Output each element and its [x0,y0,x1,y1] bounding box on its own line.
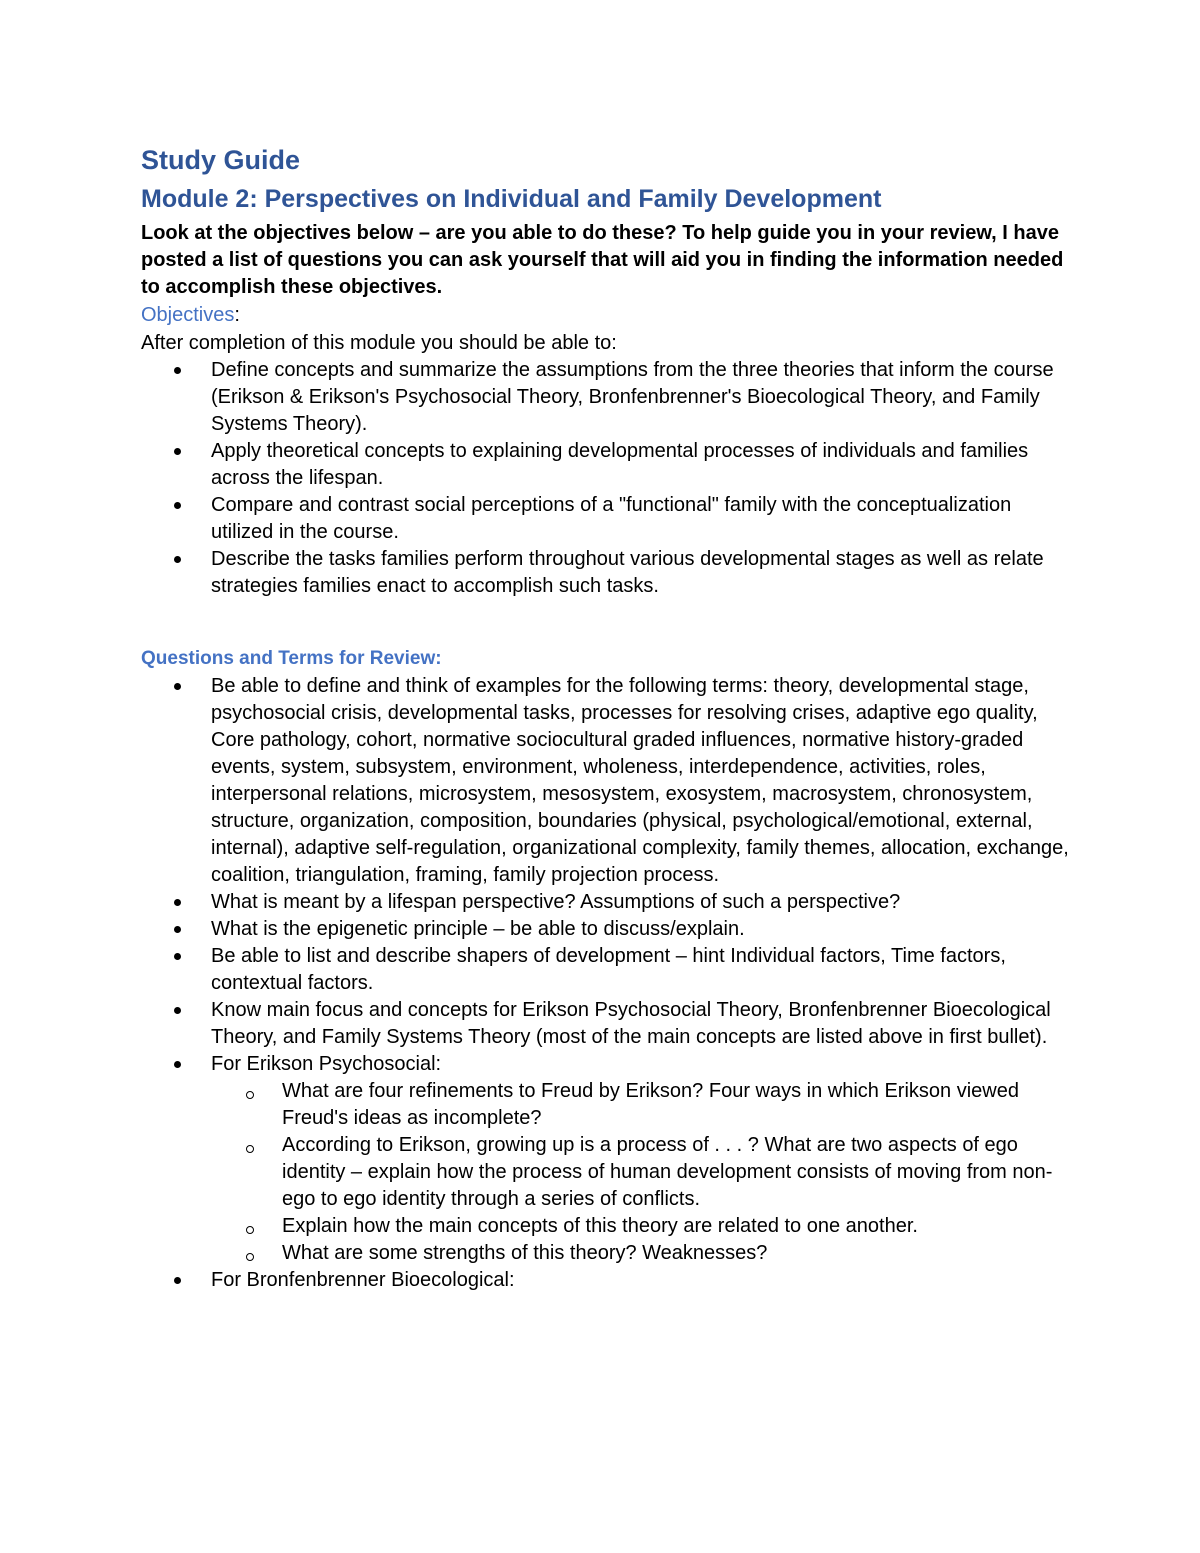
sub-list-item [141,1132,1071,1213]
list-item [141,916,1071,943]
list-item-text: For Bronfenbrenner Bioecological: [211,1269,515,1291]
sub-list-item [141,1240,1071,1267]
bullet-icon [174,367,181,374]
objectives-heading [141,301,1071,330]
sub-list-item [141,1078,1071,1132]
list-item [141,889,1071,916]
sub-list-item [141,1213,1071,1240]
module-subtitle: Module 2: Perspectives on Individual and Family Development [141,185,882,213]
list-item-text: Be able to list and describe shapers of development – hint Individual factors, Time factors, contextual factors. [211,945,1006,994]
bullet-icon [174,683,181,690]
list-item-text: Know main focus and concepts for Erikson Psychosocial Theory, Bronfenbrenner Bioecological Theory, and Family Systems Theory (most of the main concepts are listed above in first bullet). [211,999,1051,1048]
sub-list-item-text: What are four refinements to Freud by Erikson? Four ways in which Erikson viewed Freud's ideas as incomplete? [282,1080,1019,1129]
list-item-text: What is the epigenetic principle – be able to discuss/explain. [211,918,745,940]
sub-list-item-text: According to Erikson, growing up is a process of . . . ? What are two aspects of ego identity – explain how the process of human development consists of moving from non-ego to ego identity through a series of conflicts. [282,1134,1053,1210]
list-item-text: Describe the tasks families perform throughout various developmental stages as well as relate strategies families enact to accomplish such tasks. [211,548,1044,597]
bullet-icon [174,1007,181,1014]
review-list [141,673,1071,1294]
intro-paragraph: Look at the objectives below – are you able to do these? To help guide you in your review, I have posted a list of questions you can ask yourself that will aid you in finding the information needed to accomplish these objectives. [141,222,1064,298]
objectives-heading-colon: : [234,304,240,326]
list-item-text: For Erikson Psychosocial: [211,1053,442,1075]
circle-bullet-icon [246,1226,254,1234]
list-item-text: Compare and contrast social perceptions of a "functional" family with the conceptualization utilized in the course. [211,494,1012,543]
bullet-icon [174,953,181,960]
sub-list-item-text: What are some strengths of this theory? Weaknesses? [282,1242,768,1264]
list-item [141,943,1071,997]
list-item-text: Define concepts and summarize the assumptions from the three theories that inform the course (Erikson & Erikson's Psychosocial Theory, Bronfenbrenner's Bioecological Theory, and Family Systems Theory). [211,359,1054,435]
list-item [141,1267,1071,1294]
objectives-heading-label: Objectives [141,304,235,326]
circle-bullet-icon [246,1145,254,1153]
bullet-icon [174,448,181,455]
document-content [141,140,1071,1294]
bullet-icon [174,899,181,906]
list-item [141,492,1071,546]
circle-bullet-icon [246,1091,254,1099]
bullet-icon [174,556,181,563]
erikson-sublist [141,1078,1071,1267]
sub-list-item-text: Explain how the main concepts of this theory are related to one another. [282,1215,918,1237]
objectives-list [141,357,1071,600]
list-item-text: Be able to define and think of examples for the following terms: theory, developmental stage, psychosocial crisis, developmental tasks, processes for resolving crises, adaptive ego quality, Core pathology, cohort, normative sociocultural graded influences, normative history-graded events, system, subsystem, environment, wholeness, interdependence, activities, roles, interpersonal relations, microsystem, mesosystem, exosystem, macrosystem, chronosystem, structure, organization, composition, boundaries (physical, psychological/emotional, external, internal), adaptive self-regulation, organizational complexity, family themes, allocation, exchange, coalition, triangulation, framing, family projection process. [211,675,1069,886]
list-item [141,357,1071,438]
list-item [141,673,1071,889]
list-item [141,997,1071,1051]
bullet-icon [174,502,181,509]
list-item-text: What is meant by a lifespan perspective? Assumptions of such a perspective? [211,891,901,913]
erikson-sublist-container [141,1078,1071,1267]
review-heading: Questions and Terms for Review: [141,648,442,669]
bullet-icon [174,926,181,933]
bullet-icon [174,1277,181,1284]
list-item [141,438,1071,492]
list-item [141,1051,1071,1078]
objectives-lead: After completion of this module you should be able to: [141,332,617,354]
page-title: Study Guide [141,145,301,175]
circle-bullet-icon [246,1253,254,1261]
bullet-icon [174,1061,181,1068]
list-item [141,546,1071,600]
list-item-text: Apply theoretical concepts to explaining developmental processes of individuals and families across the lifespan. [211,440,1029,489]
